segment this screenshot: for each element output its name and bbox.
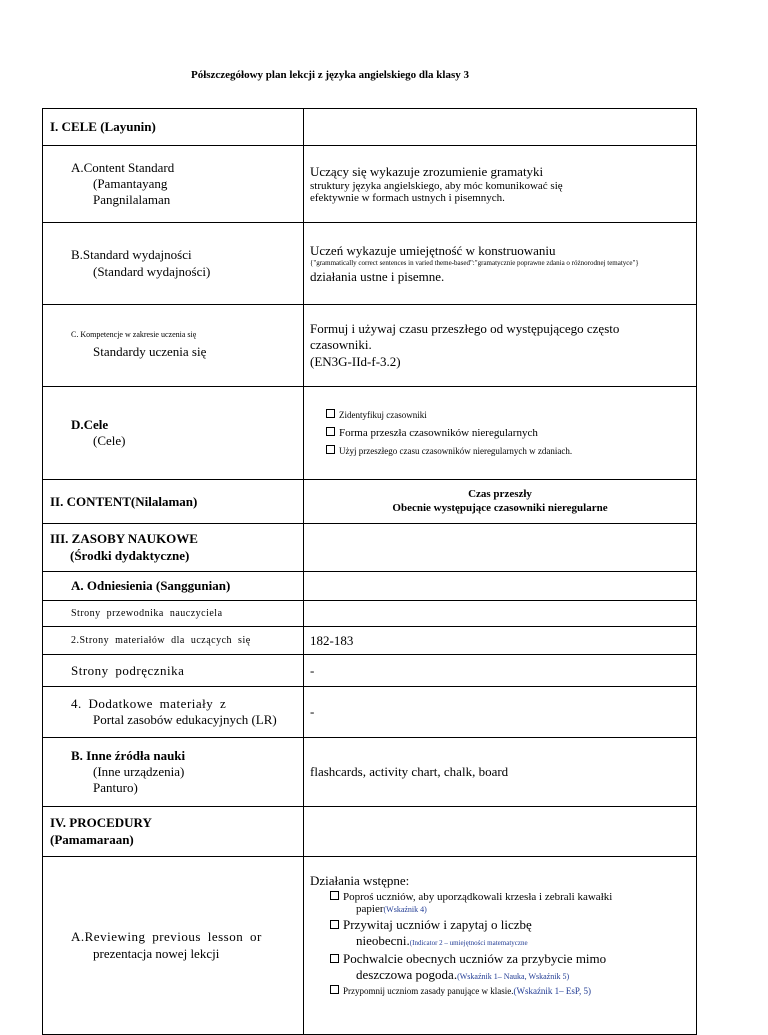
objectives-label-1: D.Cele	[71, 416, 109, 432]
procedure-text: Przypomnij uczniom zasady panujące w klasie.	[343, 986, 514, 996]
competencies-text-1: Formuj i używaj czasu przeszłego od występującego często	[310, 321, 620, 337]
objectives-label	[43, 387, 304, 480]
performance-standard-label-2: (Standard wydajności)	[93, 263, 211, 279]
procedure-text-cont: deszczowa pogoda.	[356, 967, 458, 982]
competencies-code: (EN3G-IId-f-3.2)	[310, 353, 401, 369]
procedure-text: Przywitaj uczniów i zapytaj o liczbę	[343, 917, 532, 932]
competencies-value	[304, 305, 697, 387]
table-row	[43, 223, 697, 305]
reviewing-label-2: prezentacja nowej lekcji	[93, 945, 220, 961]
table-row	[43, 807, 697, 857]
table-row	[43, 387, 697, 480]
performance-standard-text-1: Uczeń wykazuje umiejętność w konstruowaniu	[310, 242, 556, 258]
list-item	[330, 891, 696, 915]
indicator-note: (Wskaźnik 1– EsP, 5)	[513, 986, 591, 996]
references-value	[304, 572, 697, 601]
performance-standard-value	[304, 223, 697, 305]
table-row	[43, 655, 697, 687]
content-standard-label-1: A.Content Standard	[71, 159, 175, 175]
learner-materials-value: 182-183	[304, 627, 697, 655]
objective-text: Użyj przeszłego czasu czasowników nieregularnych w zdaniach.	[339, 446, 573, 456]
performance-standard-text-2: {"grammatically correct sentences in varied theme-based":"gramatycznie poprawne zdania o różnorodnej tematyce"}	[310, 258, 639, 267]
procedures-heading-2: (Pamamaraan)	[50, 831, 134, 847]
content-standard-text-1: Uczący się wykazuje zrozumienie gramatyki	[310, 164, 544, 179]
content-standard-value	[304, 146, 697, 223]
table-row	[43, 601, 697, 627]
textbook-label: Strony podręcznika	[43, 655, 304, 687]
table-row	[43, 109, 697, 146]
references-heading: A. Odniesienia (Sanggunian)	[43, 572, 304, 601]
checkbox-icon	[326, 427, 335, 436]
objectives-value	[304, 387, 697, 480]
resources-heading-2: (Środki dydaktyczne)	[70, 547, 190, 563]
content-standard-text-2: struktury języka angielskiego, aby móc komunikować się	[310, 180, 563, 192]
checkbox-icon	[326, 409, 335, 418]
table-row	[43, 146, 697, 223]
reviewing-heading: Działania wstępne:	[310, 873, 410, 888]
teacher-guide-label: Strony przewodnika nauczyciela	[43, 601, 304, 627]
table-row	[43, 857, 697, 1035]
content-standard-label-2: (Pamantayang	[93, 175, 168, 191]
other-resources-label-3: Panturo)	[93, 780, 138, 796]
procedure-text: Pochwalcie obecnych uczniów za przybycie mimo	[343, 951, 607, 966]
page-title: Półszczegółowy plan lekcji z języka angielskiego dla klasy 3	[190, 69, 470, 81]
table-row	[43, 687, 697, 738]
competencies-label	[43, 305, 304, 387]
content-value	[304, 480, 697, 524]
list-item	[326, 424, 696, 442]
competencies-label-2: Standardy uczenia się	[93, 344, 207, 360]
list-item	[326, 442, 696, 460]
indicator-note: (Wskaźnik 4)	[383, 905, 427, 914]
table-row	[43, 627, 697, 655]
resources-heading-1: III. ZASOBY NAUKOWE	[50, 531, 198, 547]
table-row	[43, 480, 697, 524]
reviewing-value	[304, 857, 697, 1035]
additional-materials-label-2: Portal zasobów edukacyjnych (LR)	[93, 712, 277, 727]
procedures-heading-1: IV. PROCEDURY	[50, 815, 152, 831]
objective-text: Zidentyfikuj czasowniki	[339, 410, 427, 420]
procedure-text-cont: nieobecni.	[356, 933, 410, 948]
objectives-label-2: (Cele)	[93, 433, 126, 448]
checkbox-icon	[330, 920, 339, 929]
list-item	[326, 406, 696, 424]
content-topic-2: Obecnie występujące czasowniki nieregularne	[392, 501, 608, 514]
textbook-value: -	[304, 655, 697, 687]
lesson-plan-table	[42, 108, 697, 1035]
indicator-note: (Indicator 2 – umiejętności matematyczne	[409, 939, 528, 947]
procedures-value	[304, 807, 697, 857]
checkbox-icon	[330, 954, 339, 963]
additional-materials-label-1: 4. Dodatkowe materiały z	[71, 695, 227, 711]
other-resources-label-1: B. Inne źródła nauki	[71, 747, 186, 763]
cele-heading: I. CELE (Layunin)	[43, 109, 304, 146]
procedures-heading	[43, 807, 304, 857]
performance-standard-text-3: działania ustne i pisemne.	[310, 268, 445, 284]
checkbox-icon	[330, 985, 339, 994]
table-row	[43, 524, 697, 572]
objective-text: Forma przeszła czasowników nieregularnych	[339, 427, 538, 439]
list-item	[330, 917, 696, 949]
content-heading: II. CONTENT(Nilalaman)	[43, 480, 304, 524]
reviewing-label	[43, 857, 304, 1035]
cele-value	[304, 109, 697, 146]
table-row	[43, 572, 697, 601]
learner-materials-label: 2.Strony materiałów dla uczących się	[43, 627, 304, 655]
content-topic-1: Czas przeszły	[468, 487, 532, 500]
table-row	[43, 305, 697, 387]
list-item	[330, 985, 696, 996]
content-standard-label-3: Pangnilalaman	[93, 192, 171, 208]
additional-materials-value: -	[304, 687, 697, 738]
list-item	[330, 951, 696, 983]
competencies-text-2: czasowniki.	[310, 337, 372, 353]
teacher-guide-value	[304, 601, 697, 627]
competencies-label-1: C. Kompetencje w zakresie uczenia się	[71, 330, 197, 340]
reviewing-label-1: A.Reviewing previous lesson or	[71, 929, 262, 945]
resources-heading	[43, 524, 304, 572]
other-resources-value: flashcards, activity chart, chalk, board	[304, 738, 697, 807]
checkbox-icon	[326, 445, 335, 454]
table-row	[43, 738, 697, 807]
procedure-text-cont: papier	[356, 903, 384, 915]
other-resources-label	[43, 738, 304, 807]
resources-value	[304, 524, 697, 572]
content-standard-text-3: efektywnie w formach ustnych i pisemnych.	[310, 192, 505, 204]
performance-standard-label	[43, 223, 304, 305]
indicator-note: (Wskaźnik 1– Nauka, Wskaźnik 5)	[457, 972, 570, 981]
performance-standard-label-1: B.Standard wydajności	[71, 247, 192, 263]
procedure-text: Poproś uczniów, aby uporządkowali krzesła i zebrali kawałki	[343, 891, 613, 903]
checkbox-icon	[330, 891, 339, 900]
other-resources-label-2: (Inne urządzenia)	[93, 763, 185, 779]
additional-materials-label	[43, 687, 304, 738]
content-standard-label	[43, 146, 304, 223]
